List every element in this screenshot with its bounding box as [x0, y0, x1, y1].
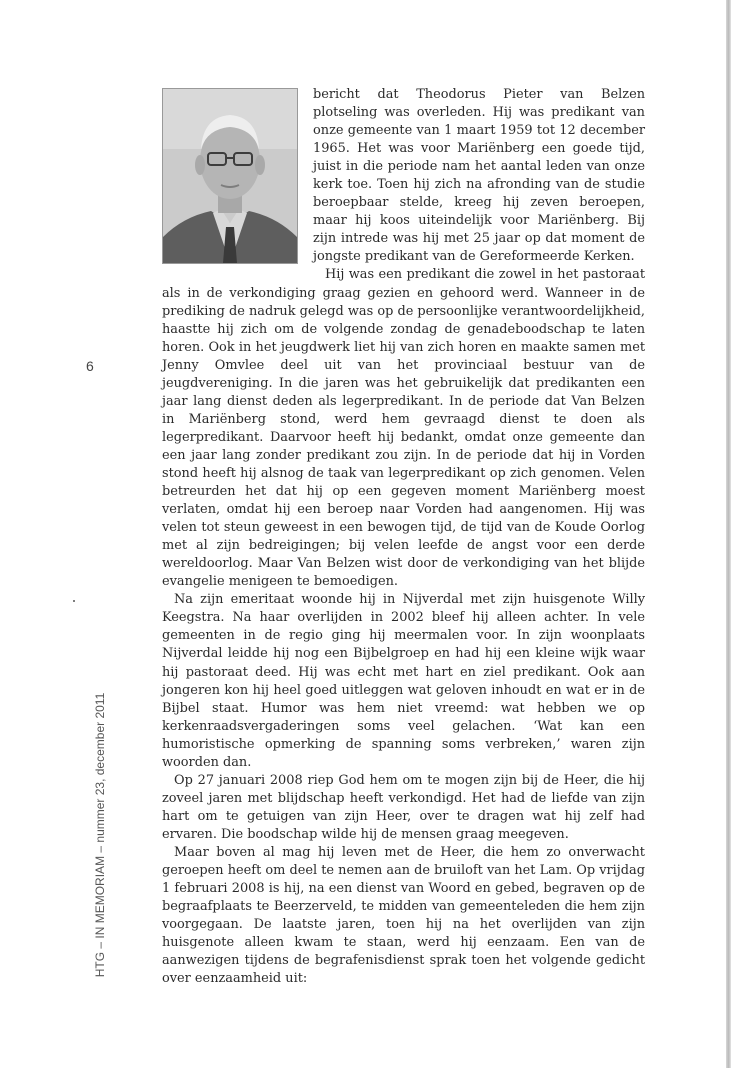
paragraph: Op 27 januari 2008 riep God hem om te mogen zijn bij de Heer, die hij zoveel jaren met blijdschap heeft verkondigd. Het had de liefde van zijn hart om te getuigen van zijn Heer, over te dragen wat hij zelf had ervaren. Die boodschap wilde hij de mensen graag meegeven.	[162, 772, 645, 842]
page-spine	[726, 0, 731, 1068]
paragraph: Hij was een predikant die zowel in het pastoraat als in de verkondiging graag gezien en gehoord werd. Wanneer in de prediking de nadruk gelegd was op de persoonlijke verantwoordelijkheid, haastte hij zich om de volgende zondag de genadeboodschap te laten horen. Ook in het jeugdwerk liet hij van zich horen en maakte samen met Jenny Omvlee deel uit van het provinciaal bestuur van de jeugdvereniging. In die jaren was het gebruikelijk dat predikanten een jaar lang dienst deden als legerpredikant. In de periode dat Van Belzen in Mariënberg stond, werd hem gevraagd dienst te doen als legerpredikant. Daarvoor heeft hij bedankt, omdat onze gemeente dan een jaar lang zonder predikant zou zijn. In de periode dat hij in Vorden stond heeft hij alsnog de taak van legerpredikant op zich genomen. Velen betreurden het dat hij op een gegeven moment Mariënberg moest verlaten, omdat hij een beroep naar Vorden had aangenomen. Hij was velen tot steun geweest in een bewogen tijd, de tijd van de Koude Oorlog met al zijn bedreigingen; bij velen leefde de angst voor een derde wereldoorlog. Maar Van Belzen wist door de verkondiging van het blijde evangelie menigeen te bemoedigen.	[162, 267, 645, 590]
portrait-spacer	[162, 86, 313, 270]
paragraph: bericht dat Theodorus Pieter van Belzen plotseling was overleden. Hij was predikant van onze gemeente van 1 maart 1959 tot 12 december 1965. Het was voor Mariënberg een goede tijd, juist in die periode nam het aantal leden van onze kerk toe. Toen hij zich na afronding van de studie beroepbaar stelde, kreeg hij zeven beroepen, maar hij koos uiteindelijk voor Mariënberg. Bij zijn intrede was hij met 25 jaar op dat moment de jongste predikant van de Gereformeerde Kerken.	[313, 87, 645, 265]
stray-mark	[73, 600, 75, 602]
paragraph: Maar boven al mag hij leven met de Heer, die hem zo onverwacht geroepen heeft om deel te nemen aan de bruiloft van het Lam. Op vrijdag 1 februari 2008 is hij, na een dienst van Woord en gebed, begraven op de begraafplaats te Beerzerveld, te midden van gemeenteleden die hem zijn voorgegaan. De laatste jaren, toen hij na het overlijden van zijn huisgenote alleen kwam te staan, werd hij eenzaam. Een van de aanwezigen tijdens de begrafenisdienst sprak toen het volgende gedicht over eenzaamheid uit:	[162, 844, 645, 987]
paragraph: Na zijn emeritaat woonde hij in Nijverdal met zijn huisgenote Willy Keegstra. Na haar overlijden in 2002 bleef hij alleen achter. In vele gemeenten in de regio ging hij meermalen voor. In zijn woonplaats Nijverdal leidde hij nog een Bijbelgroep en had hij een kleine wijk waar hij pastoraat deed. Hij was echt met hart en ziel predikant. Ook aan jongeren kon hij heel goed uitleggen wat geloven inhoudt en wat er in de Bijbel staat. Humor was hem niet vreemd: wat hebben we op kerkenraadsvergaderingen soms veel gelachen. ‘Wat kan een humoristische opmerking de spanning soms verbreken,’ waren zijn woorden dan.	[162, 592, 645, 770]
article-body	[162, 86, 645, 988]
running-footer: HTG – IN MEMORIAM – nummer 23, december 2011	[93, 692, 107, 978]
page-number: 6	[86, 358, 94, 374]
